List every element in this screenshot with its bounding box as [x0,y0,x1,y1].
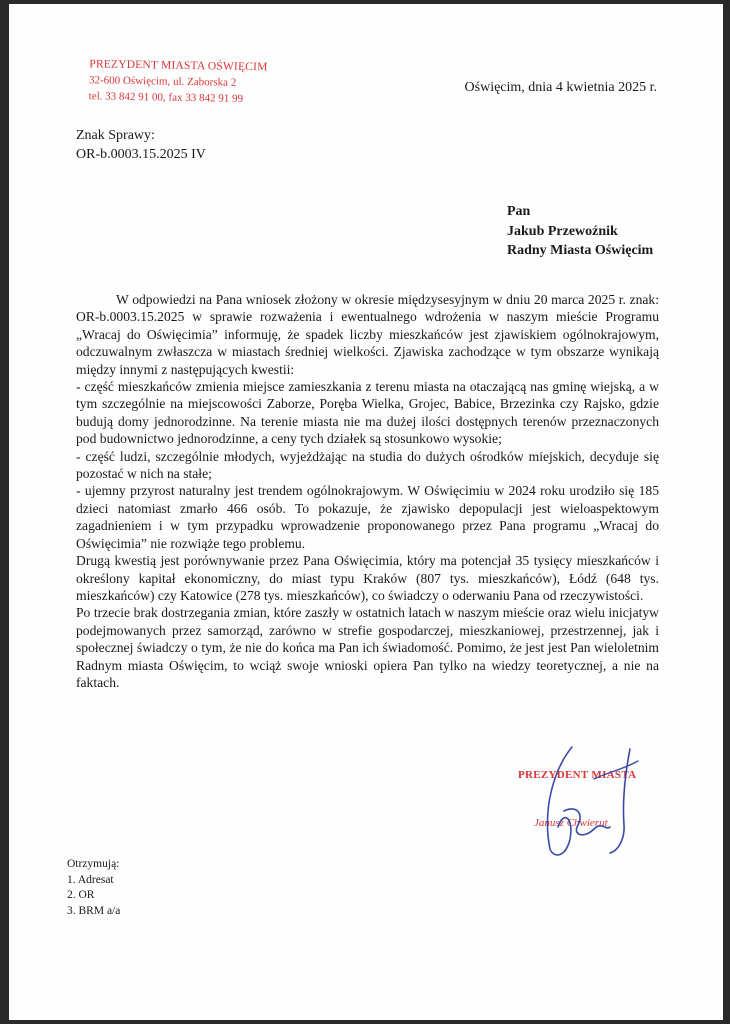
recipient-item: 3. BRM a/a [67,904,121,917]
addressee-line: Pan [507,204,531,219]
recipient-item: 1. Adresat [67,873,114,886]
letter-page [9,4,723,1020]
letter-date: Oświęcim, dnia 4 kwietnia 2025 r. [464,80,657,95]
addressee-block [507,202,653,261]
addressee-title: Radny Miasta Oświęcim [507,243,654,258]
stamp-address: 32-600 Oświęcim, ul. Zaborska 2 [88,74,237,89]
addressee-name: Jakub Przewoźnik [507,223,618,239]
signature-block [514,739,654,869]
recipient-item: 2. OR [67,889,95,901]
signature-stamp-title: PREZYDENT MIASTA [518,769,637,781]
recipients-label: Otrzymują: [67,858,120,870]
body-paragraph: - ujemny przyrost naturalny jest trendem ogólnokrajowym. W Oświęcimiu w 2024 roku urodziło się 185 dzieci natomiast zmarło 466 osób. To pokazuje, że zjawisko depopulacji jest wieloaspektowym zagadnieniem i w tym przypadku wprowadzenie proponowanego przez Pana programu „Wracaj do Oświęcimia” nie rozwiąże tego problemu. [76,483,659,551]
body-paragraph: - część ludzi, szczególnie młodych, wyjeżdżając na studia do dużych ośrodków miejskich, decyduje się pozostać w nich na stałe; [76,448,659,482]
stamp-phone: tel. 33 842 91 00, fax 33 842 91 99 [88,90,244,105]
office-stamp [89,56,290,107]
body-paragraph: Po trzecie brak dostrzegania zmian, które zaszły w ostatnich latach w naszym mieście oraz wielu inicjatyw podejmowanych przez samorząd, zarówno w strefie gospodarczej, mieszkaniowej, przestrzennej, jak i społecznej świadczy o tym, że nie do końca ma Pan ich świadomość. Pomimo, że jest jest Pan wieloletnim Radnym miasta Oświęcim, to wciąż swoje wnioski opiera Pan tylko na wiedzy teoretycznej, a nie na faktach. [76,605,659,690]
body-paragraph: - część mieszkańców zmienia miejsce zamieszkania z terenu miasta na otaczającą nas gminę wiejską, a w tym szczególnie na miejscowości Zaborze, Poręba Wielka, Grojec, Babice, Brzezinka czy Rajsko, gdzie budują domy jednorodzinne. Na terenie miasta nie ma dużej ilości dostępnych terenów przeznaczonych pod budownictwo jednorodzinne, a ceny tych działek są stosunkowo wysokie; [76,379,659,447]
body-paragraph: W odpowiedzi na Pana wniosek złożony w okresie międzysesyjnym w dniu 20 marca 2025 r. znak: OR-b.0003.15.2025 w sprawie rozważenia i ewentualnego wdrożenia w naszym mieście Programu „Wracaj do Oświęcimia” informuję, że spadek liczby mieszkańców jest zjawiskiem ogólnokrajowym, odczuwalnym zwłaszcza w miastach średniej wielkości. Zjawiska zachodzące w tym obszarze wynikają między innymi z następujących kwestii: [76,292,659,377]
body-paragraph: Drugą kwestią jest porównywanie przez Pana Oświęcimia, który ma potencjał 35 tysięcy mieszkańców i określony kapitał ekonomiczny, do miast typu Kraków (807 tys. mieszkańców), Łódź (648 tys. mieszkańców) czy Katowice (278 tys. mieszkańców), co świadczy o oderwaniu Pana od rzeczywistości. [76,553,659,603]
stamp-title: PREZYDENT MIASTA OŚWIĘCIM [89,58,268,74]
case-reference [76,126,206,164]
reference-number: OR-b.0003.15.2025 IV [76,147,206,162]
letter-body [76,291,659,691]
reference-label: Znak Sprawy: [76,128,155,143]
recipients-list [67,857,120,919]
signature-stamp-name: Janusz Chwierut [534,817,608,829]
handwritten-signature [514,739,654,869]
